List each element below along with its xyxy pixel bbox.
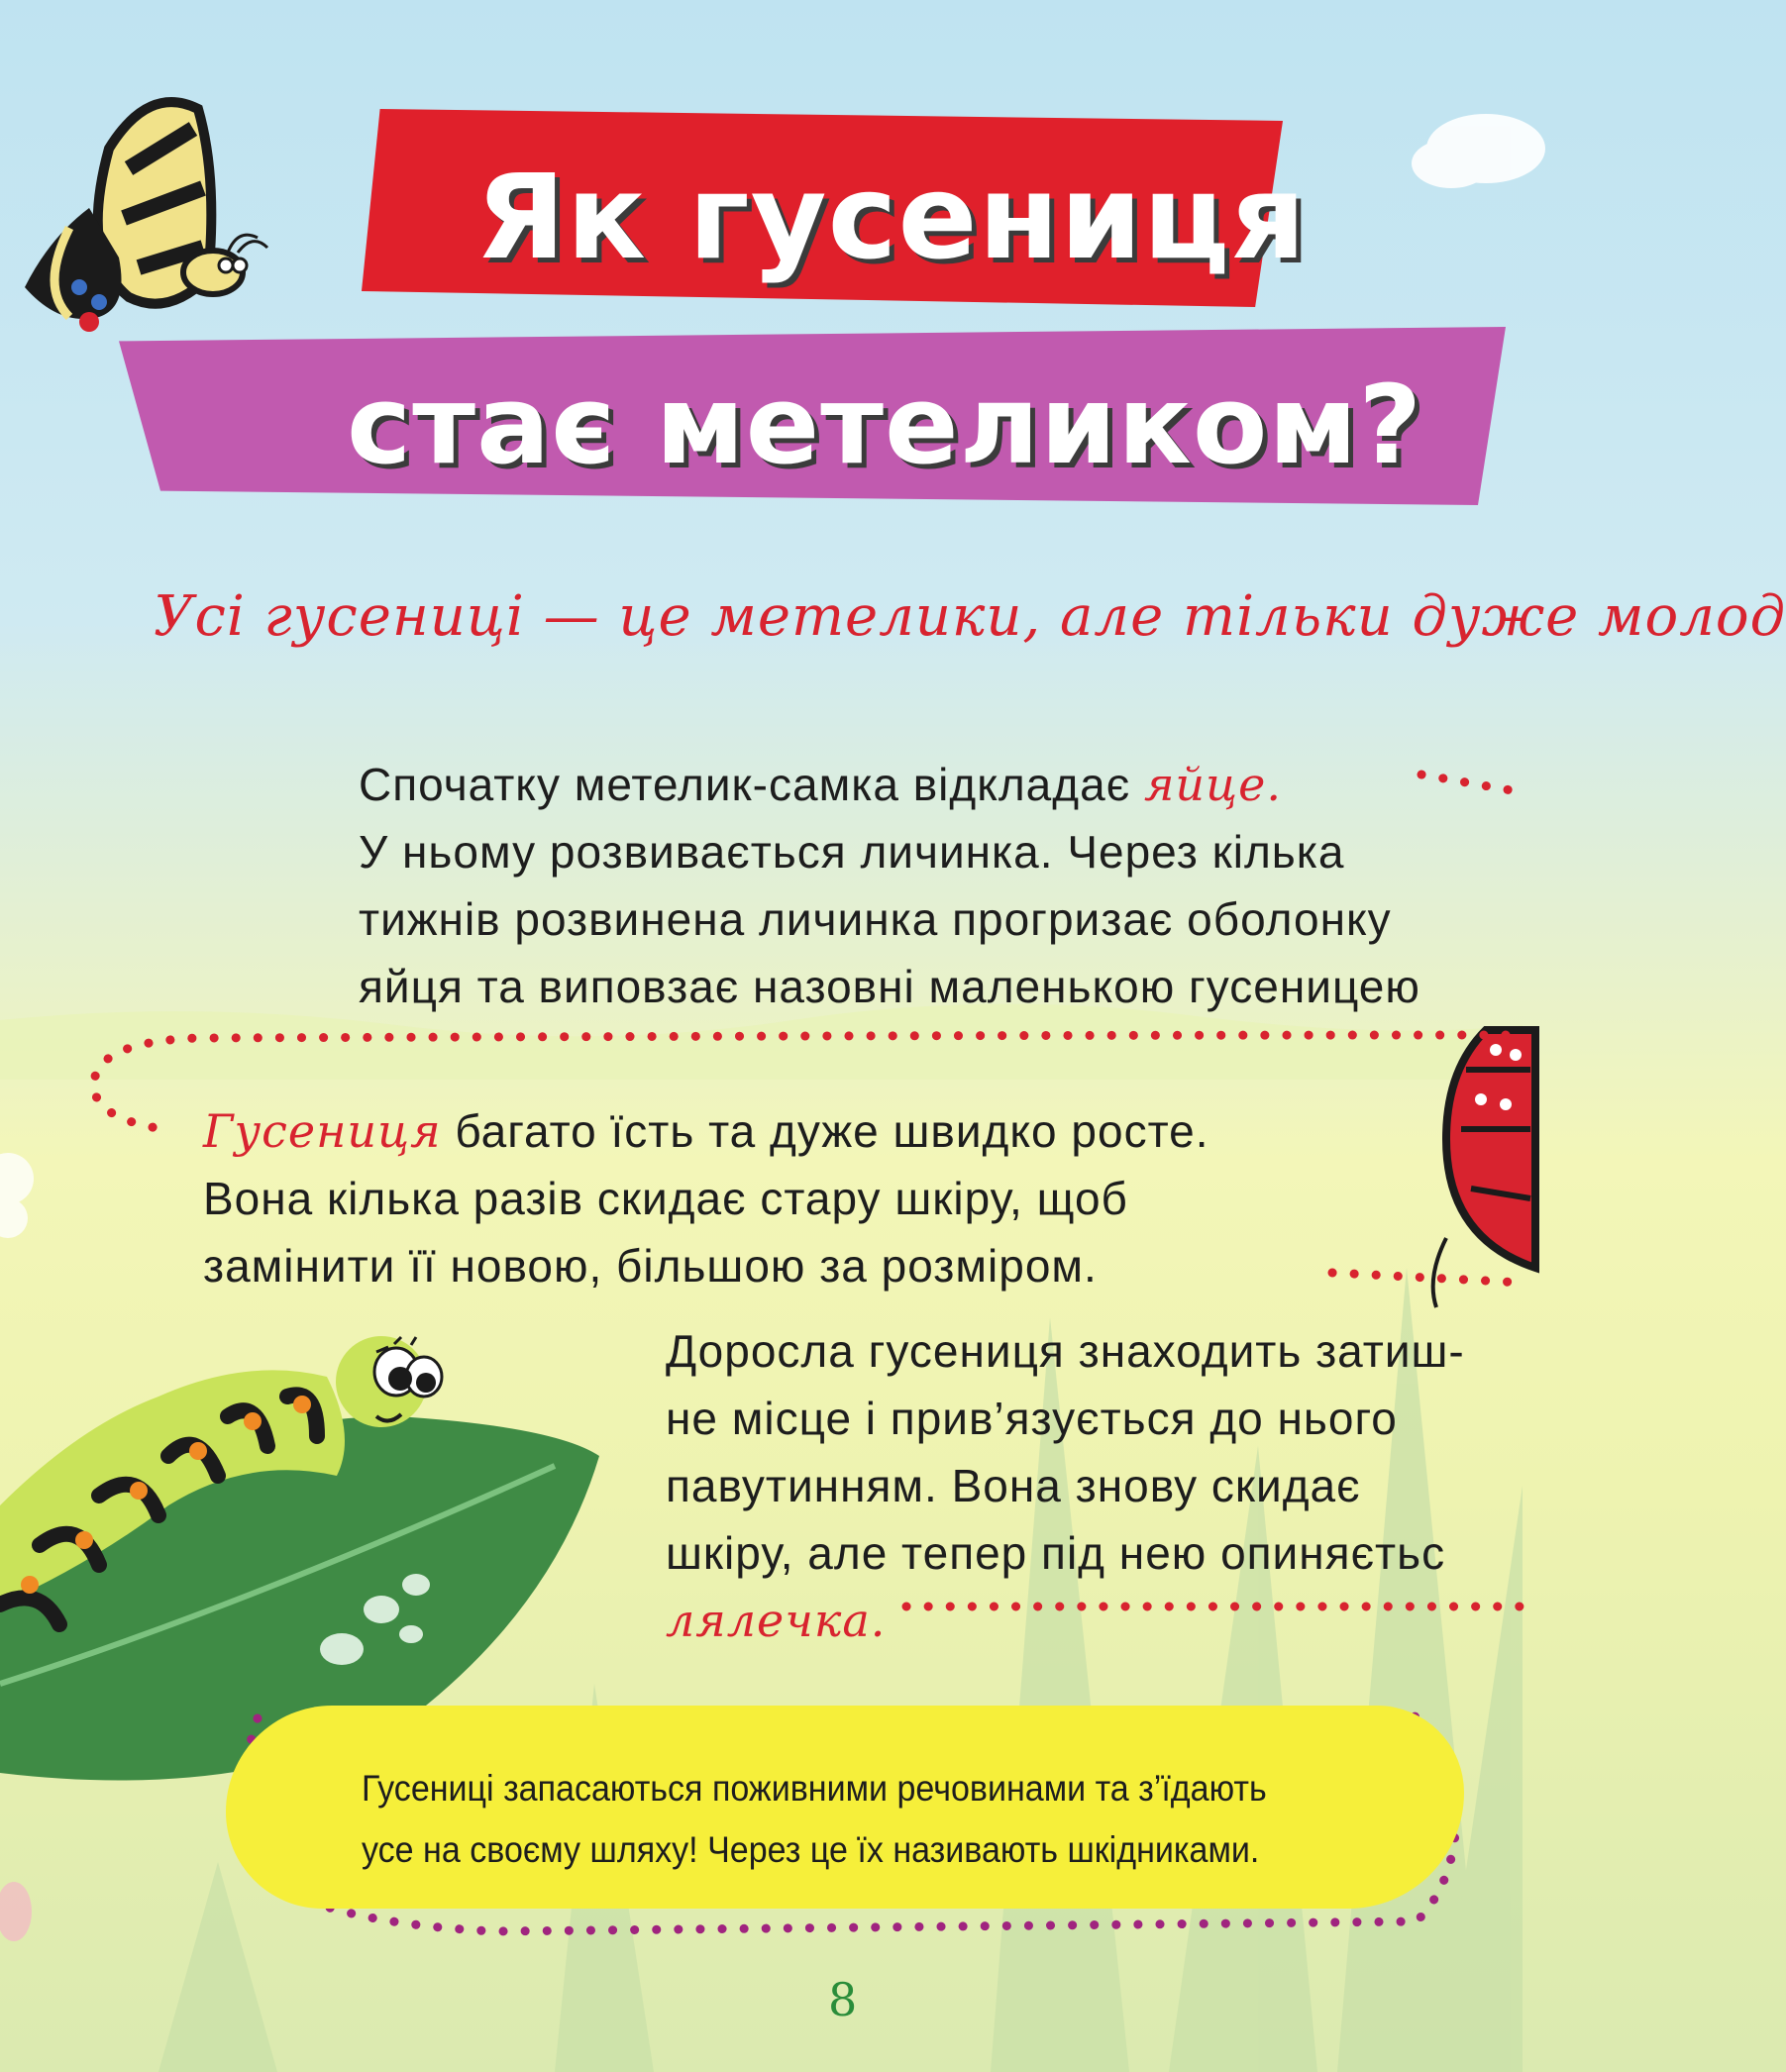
text-span: Спочатку метелик-самка відкладає: [359, 759, 1144, 810]
highlight-word: лялечка.: [666, 1594, 887, 1647]
paragraph-caterpillar: [203, 1097, 1208, 1299]
paragraph-line: замінити її новою, більшою за розміром.: [203, 1240, 1098, 1292]
paragraph-line: тижнів розвинена личинка прогризає оболонку: [359, 893, 1392, 945]
paragraph-line: яйця та виповзає назовні маленькою гусеницею: [359, 961, 1420, 1012]
paragraph-line: Доросла гусениця знаходить затиш-: [666, 1325, 1465, 1377]
callout-line: Гусениці запасаються поживними речовинами та з’їдають: [362, 1768, 1267, 1809]
page-title-line1: Як гусениця: [475, 149, 1308, 285]
fact-callout-text: [362, 1758, 1267, 1881]
page-title-line2: стає метеликом?: [347, 362, 1423, 488]
paragraph-line: павутинням. Вона знову скидає: [666, 1460, 1361, 1511]
callout-line: усе на своєму шляху! Через це їх називають шкідниками.: [362, 1829, 1260, 1870]
paragraph-line: У ньому розвивається личинка. Через кілька: [359, 826, 1345, 878]
paragraph-line: [203, 1097, 1208, 1165]
paragraph-line: [666, 1587, 1465, 1654]
paragraph-line: шкіру, але тепер під нею опиняєтьс: [666, 1527, 1446, 1579]
text-span: багато їсть та дуже швидко росте.: [441, 1105, 1209, 1157]
paragraph-line: [359, 751, 1420, 818]
highlight-word: яйце.: [1143, 758, 1282, 811]
highlight-word: Гусениця: [203, 1104, 442, 1158]
paragraph-line: не місце і прив’язується до нього: [666, 1393, 1398, 1444]
paragraph-pupa: [666, 1317, 1465, 1654]
paragraph-egg: [359, 751, 1420, 1020]
paragraph-line: Вона кілька разів скидає стару шкіру, щоб: [203, 1173, 1128, 1224]
intro-text: Усі гусениці — це метелики, але тільки дуже молод: [154, 584, 1786, 649]
page-number: 8: [828, 1973, 858, 2026]
